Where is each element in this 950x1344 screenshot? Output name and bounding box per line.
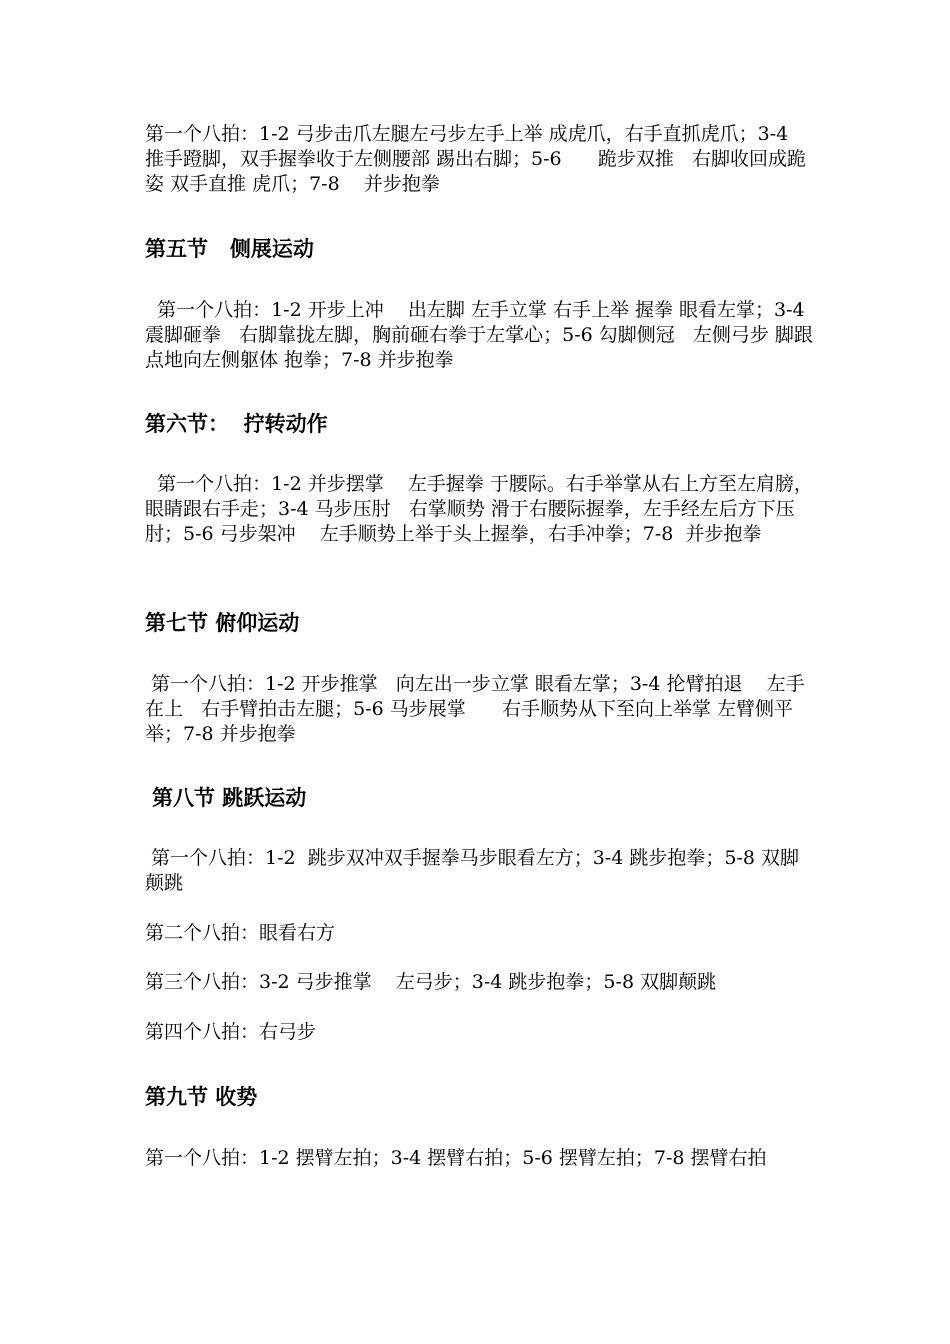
section-5-paragraph: 第一个八拍：1-2 开步上冲 出左脚 左手立掌 右手上举 握拳 眼看左掌；3-4 震脚砸拳 右脚靠拢左脚，胸前砸右拳于左掌心；5-6 勾脚侧冠 左侧弓步 脚跟点地向左侧躯体 抱拳；7-8 并步抱拳 [145,299,813,371]
section-8-line-2: 第二个八拍：眼看右方 [145,922,336,944]
section-8-paragraph: 第一个八拍：1-2 跳步双冲双手握拳马步眼看左方；3-4 跳步抱拳；5-8 双脚颠跳 [145,847,799,894]
section-8-line-4: 第四个八拍：右弓步 [145,1021,317,1043]
section-8-line-3: 第三个八拍：3-2 弓步推掌 左弓步；3-4 跳步抱拳；5-8 双脚颠跳 [145,971,717,993]
paragraph-intro: 第一个八拍：1-2 弓步击爪左腿左弓步左手上举 成虎爪，右手直抓虎爪；3-4 推手蹬脚，双手握拳收于左侧腰部 踢出右脚；5-6 跪步双推 右脚收回成跪姿 双手直推 虎爪；7-8 并步抱拳 [145,123,813,195]
section-9-paragraph: 第一个八拍：1-2 摆臂左拍；3-4 摆臂右拍；5-6 摆臂左拍；7-8 摆臂右拍 [145,1147,767,1169]
section-8-heading: 第八节 跳跃运动 [152,786,307,810]
section-6-heading: 第六节： 拧转动作 [145,412,328,436]
section-7-heading: 第七节 俯仰运动 [145,611,300,635]
section-6-paragraph: 第一个八拍：1-2 并步摆掌 左手握拳 于腰际。右手举掌从右上方至左肩膀，眼睛跟右手走；3-4 马步压肘 右掌顺势 滑于右腰际握拳，左手经左后方下压肘；5-6 弓步架冲 左手顺势上举于头上握拳，右手冲拳；7-8 并步抱拳 [145,473,813,545]
section-9-heading: 第九节 收势 [145,1085,258,1109]
section-5-heading: 第五节 侧展运动 [145,237,314,261]
section-7-paragraph: 第一个八拍：1-2 开步推掌 向左出一步立掌 眼看左掌；3-4 抡臂拍退 左手在上 右手臂拍击左腿；5-6 马步展掌 右手顺势从下至向上举掌 左臂侧平举；7-8 并步抱拳 [145,673,805,745]
